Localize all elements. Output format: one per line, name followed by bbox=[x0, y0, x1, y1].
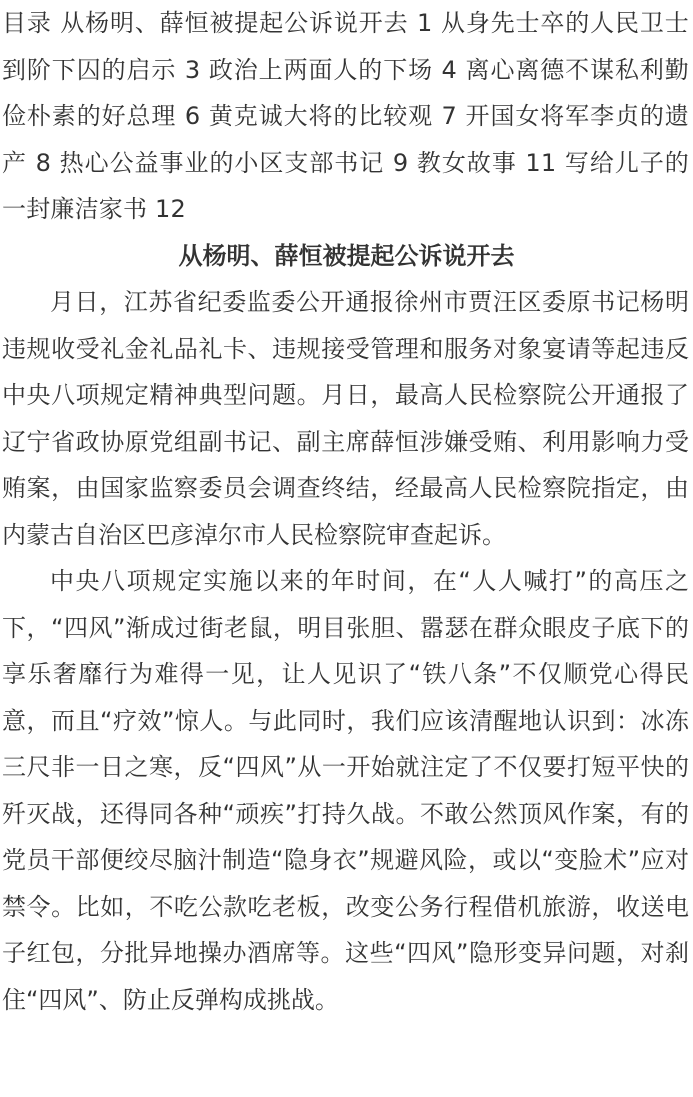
paragraph-1: 月日，江苏省纪委监委公开通报徐州市贾汪区委原书记杨明违规收受礼金礼品礼卡、违规接受管理和服务对象宴请等起违反中央八项规定精神典型问题。月日，最高人民检察院公开通报了辽宁省政协原党组副书记、副主席薛恒涉嫌受贿、利用影响力受贿案，由国家监察委员会调查终结，经最高人民检察院指定，由内蒙古自治区巴彦淖尔市人民检察院审查起诉。 bbox=[2, 288, 689, 549]
article-title: 从杨明、薛恒被提起公诉说开去 bbox=[178, 241, 515, 270]
table-of-contents: 目录 从杨明、薛恒被提起公诉说开去 1 从身先士卒的人民卫士到阶下囚的启示 3 政治上两面人的下场 4 离心离德不谋私利勤俭朴素的好总理 6 黄克诚大将的比较观 7 开国女将军李贞的遗产 8 热心公益事业的小区支部书记 9 教女故事 11 写给儿子的一封廉洁家书 12 bbox=[2, 9, 689, 223]
paragraph-2: 中央八项规定实施以来的年时间，在“人人喊打”的高压之下，“四风”渐成过街老鼠，明目张胆、嚣瑟在群众眼皮子底下的享乐奢靡行为难得一见，让人见识了“铁八条”不仅顺党心得民意，而且“疗效”惊人。与此同时，我们应该清醒地认识到：冰冻三尺非一日之寒，反“四风”从一开始就注定了不仅要打短平快的歼灭战，还得同各种“顽疾”打持久战。不敢公然顶风作案，有的党员干部便绞尽脑汁制造“隐身衣”规避风险，或以“变脸术”应对禁令。比如，不吃公款吃老板，改变公务行程借机旅游，收送电子红包，分批异地操办酒席等。这些“四风”隐形变异问题，对刹住“四风”、防止反弹构成挑战。 bbox=[2, 567, 689, 1014]
